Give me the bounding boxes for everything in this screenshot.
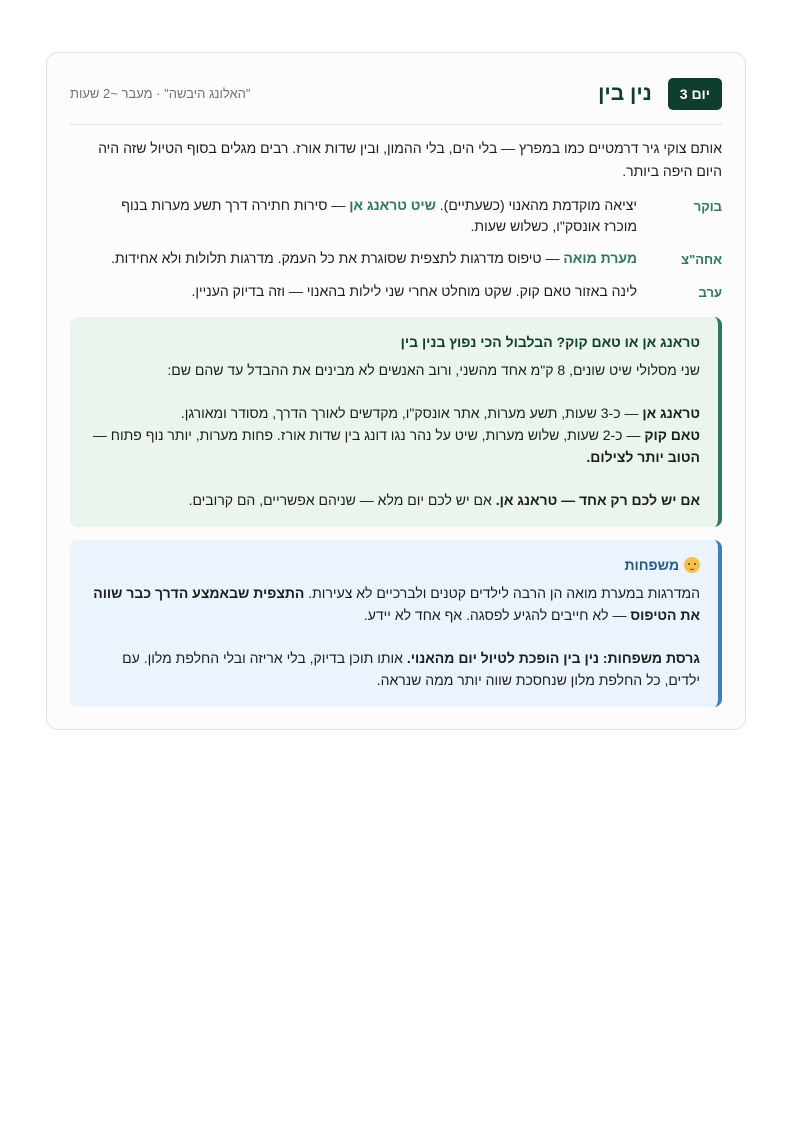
family-paragraph-1: [88, 582, 700, 626]
tip-conclusion-text: אם יש לכם יום מלא — שניהם אפשריים, הם קרובים.: [188, 492, 496, 508]
day-subtitle: "האלונג היבשה" · מעבר ~2 שעות: [70, 86, 251, 101]
tip-option-1-text: — כ-3 שעות, תשע מערות, אתר אונסק"ו, מקדשים לאורך הדרך, מסודר ומאורגן.: [180, 405, 643, 421]
day-intro: אותם צוקי גיר דרמטיים כמו במפרץ — בלי הים, בלי ההמון, ובין שדות אורז. רבים מגלים בסוף הטיול שזה היה היום היפה ביותר.: [98, 140, 722, 179]
spacer: [88, 626, 700, 647]
family-p2-text: אותו תוכן בדיוק, בלי אריזה ובלי החלפת מלון. עם ילדים, כל החלפת מלון שנחסכת שווה יותר ממה שנראה.: [122, 650, 700, 688]
tip-option-2-name: טאם קוק: [644, 427, 700, 443]
tip-option-1: [88, 402, 700, 424]
family-p2-bold: גרסת משפחות: נין בין הופכת לטיול יום מהאנוי.: [406, 650, 700, 666]
spacer: [88, 468, 700, 489]
day-header: [70, 53, 722, 125]
family-p1-after: — לא חייבים להגיע לפסגה. אף אחד לא יידע.: [363, 607, 631, 623]
family-paragraph-2: [88, 647, 700, 691]
schedule-highlight: מערת מואה: [563, 250, 637, 266]
schedule-text-part: — טיפוס מדרגות לתצפית שסוגרת את כל העמק. מדרגות תלולות ולא אחידות.: [111, 250, 564, 266]
tip-conclusion: [88, 489, 700, 511]
schedule-text-part: — סירות חתירה דרך תשע מערות בנוף מוכרז אונסק"ו, כשלוש שעות.: [121, 197, 637, 234]
day-badge: יום 3: [668, 78, 722, 110]
schedule-label: אחה"צ: [681, 252, 722, 267]
schedule-text: [107, 248, 637, 270]
family-title-row: [88, 554, 700, 576]
tip-title: טראנג אן או טאם קוק? הבלבול הכי נפוץ בנין בין: [400, 334, 700, 350]
tip-conclusion-bold: אם יש לכם רק אחד — טראנג אן.: [495, 492, 700, 508]
schedule-row-morning: [70, 195, 722, 237]
family-p1-bold: התצפית שבאמצע הדרך כבר שווה את הטיפוס: [93, 585, 700, 623]
day-card: [46, 52, 746, 730]
family-p1-text: המדרגות במערת מואה הן הרבה לילדים קטנים ולברכיים לא צעירות.: [304, 585, 700, 601]
schedule-label: בוקר: [693, 199, 722, 214]
tip-intro: שני מסלולי שיט שונים, 8 ק"מ אחד מהשני, ורוב האנשים לא מבינים את ההבדל עד שהם שם:: [167, 362, 700, 378]
schedule-text: [107, 281, 637, 303]
family-box: [70, 540, 722, 707]
schedule-text: [107, 195, 637, 237]
spacer: [88, 381, 700, 402]
day-title: נין בין: [598, 82, 652, 105]
tip-box: [70, 317, 722, 527]
day-title-group: [598, 78, 722, 110]
tip-option-1-name: טראנג אן: [642, 405, 700, 421]
schedule-text-part: יציאה מוקדמת מהאנוי (כשעתיים).: [435, 197, 637, 213]
schedule-text-part: לינה באזור טאם קוק. שקט מוחלט אחרי שני לילות בהאנוי — וזה בדיוק העניין.: [191, 283, 637, 299]
schedule-label: ערב: [698, 285, 722, 300]
schedule: [70, 195, 722, 303]
tip-option-2: [88, 424, 700, 468]
schedule-row-afternoon: [70, 248, 722, 270]
family-title: משפחות: [624, 557, 679, 573]
schedule-highlight: שיט טראנג אן: [349, 197, 436, 213]
schedule-row-evening: [70, 281, 722, 303]
tip-option-2-bold: הטוב יותר לצילום.: [586, 449, 700, 465]
baby-face-icon: [684, 557, 700, 573]
tip-option-2-text: — כ-2 שעות, שלוש מערות, שיט על נהר נגו דונג בין שדות אורז. פחות מערות, יותר נוף פתוח —: [92, 427, 645, 443]
